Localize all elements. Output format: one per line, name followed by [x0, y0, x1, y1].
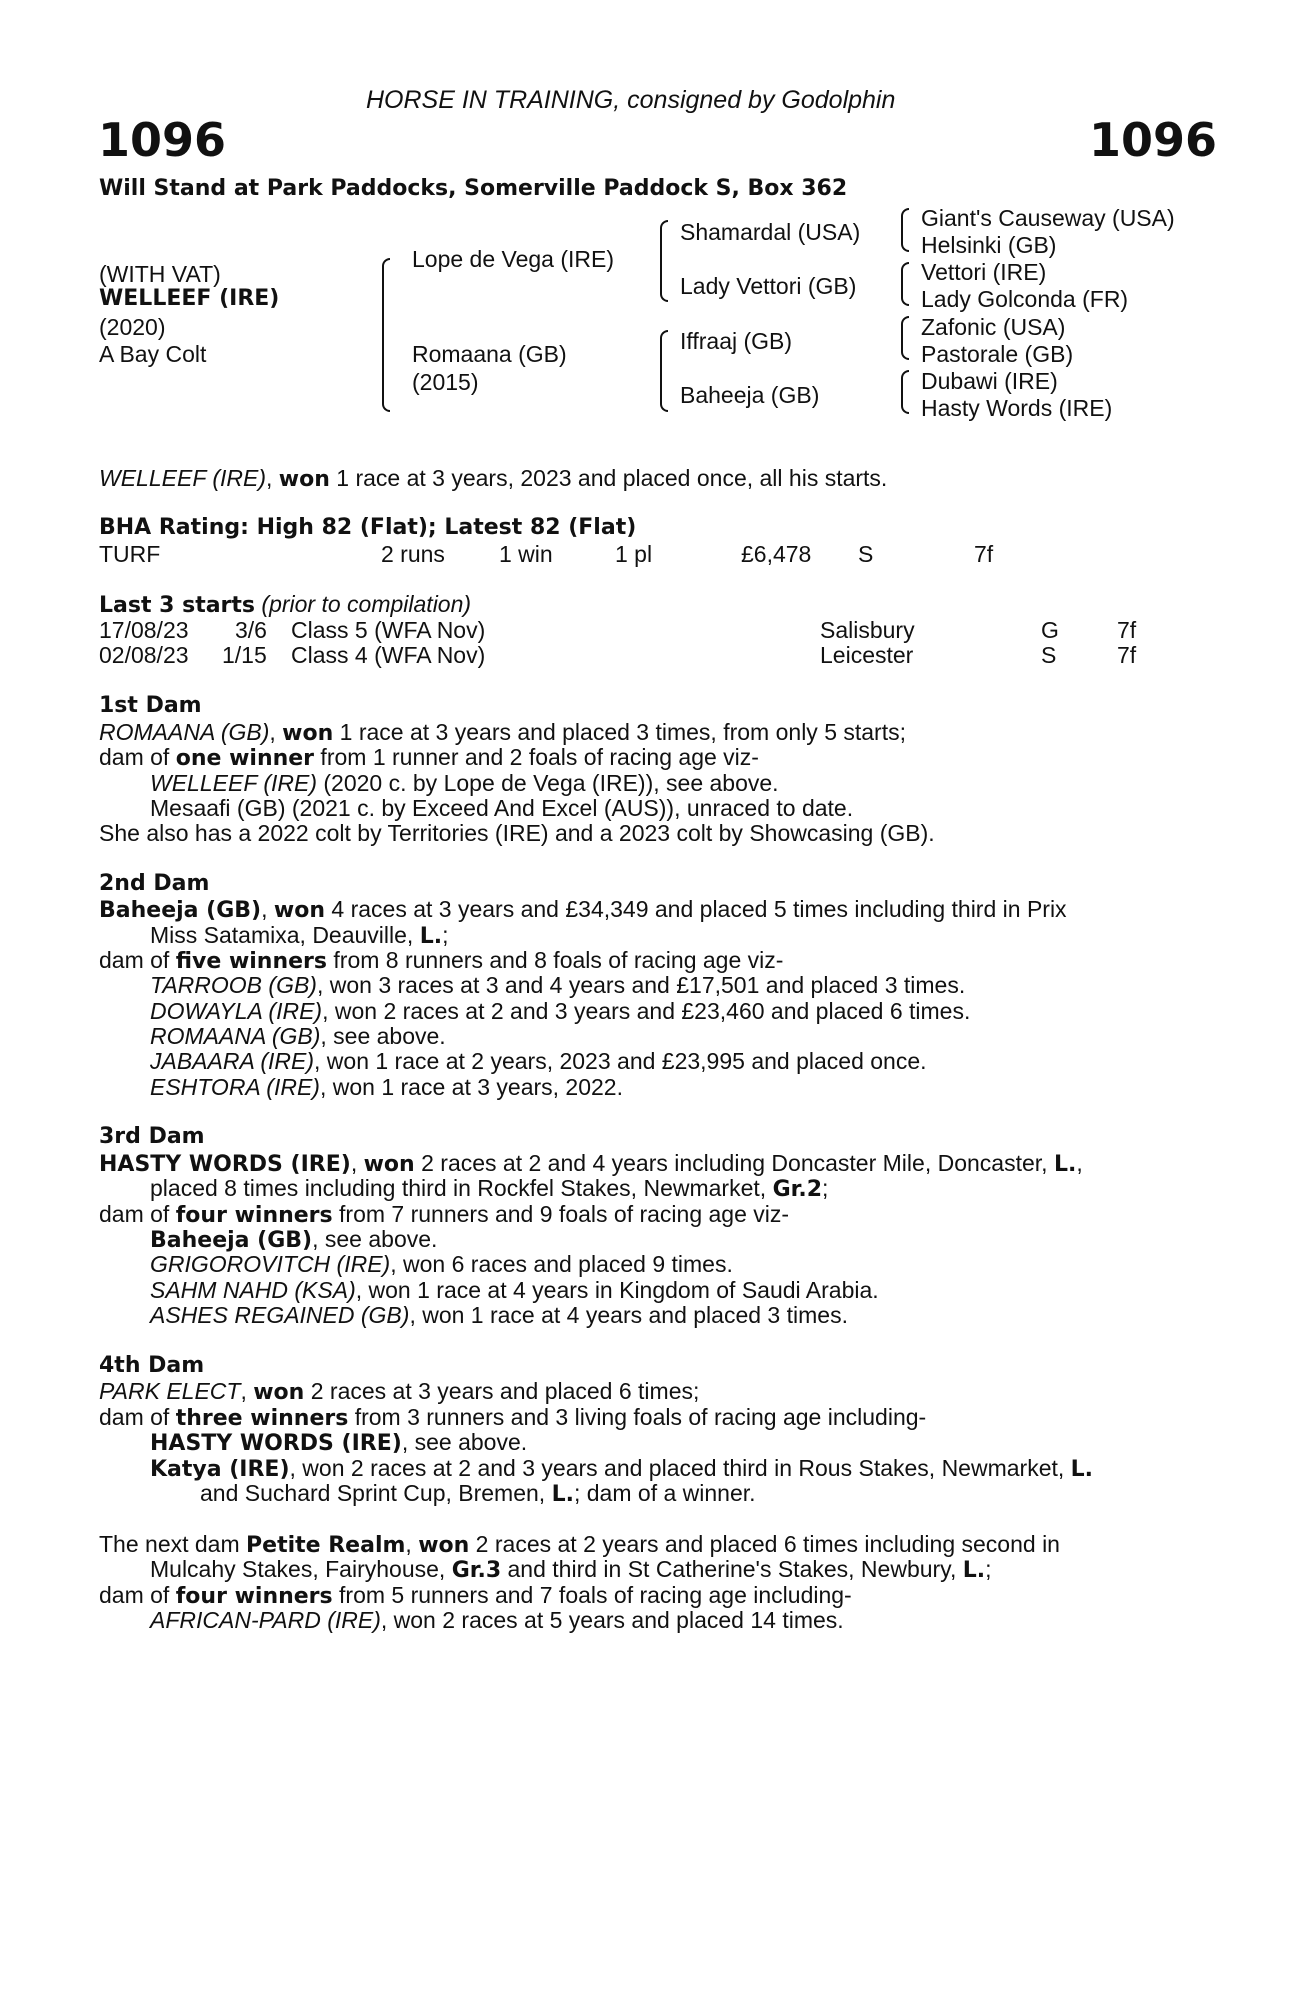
next-dam-produce-rest: from 5 runners and 7 foals of racing age including-: [332, 1582, 852, 1608]
punct: ;: [985, 1556, 992, 1582]
progeny-record: , see above.: [401, 1429, 528, 1455]
dam4-name: PARK ELECT: [99, 1378, 241, 1404]
vat-note: (WITH VAT): [99, 261, 221, 287]
progeny-name: Baheeja (GB): [150, 1228, 313, 1253]
progeny-name: JABAARA (IRE): [150, 1048, 315, 1074]
gen3-4: Lady Golconda (FR): [921, 286, 1129, 312]
dam4-record: 2 races at 3 years and placed 6 times;: [304, 1378, 700, 1404]
pedigree-brace-g3-1: [901, 208, 909, 252]
start-position: 1/15: [222, 642, 267, 668]
progeny-race: and Suchard Sprint Cup, Bremen,: [200, 1480, 552, 1506]
dam3-progeny-3: [150, 1277, 879, 1303]
progeny-name: SAHM NAHD (KSA): [150, 1277, 356, 1303]
gen2-4: Baheeja (GB): [680, 382, 820, 408]
progeny-record: , won 2 races at 5 years and placed 14 times.: [380, 1607, 844, 1633]
next-dam-dam-of: dam of: [99, 1582, 176, 1608]
pedigree-brace-dam: [660, 330, 668, 412]
dam1-dam-of: dam of: [99, 744, 176, 770]
dam3-name: HASTY WORDS (IRE): [99, 1152, 351, 1177]
punct: ,: [1076, 1150, 1083, 1176]
dam4-progeny-2: [150, 1455, 1093, 1483]
progeny-name: Katya (IRE): [150, 1457, 290, 1482]
dam4-produce-line: [99, 1404, 926, 1432]
last-starts-note: (prior to compilation): [261, 591, 472, 617]
progeny-record: , won 1 race at 2 years, 2023 and £23,995 and placed once.: [314, 1048, 927, 1074]
dam2-dam-of: dam of: [99, 947, 176, 973]
pedigree-brace-g3-3: [901, 316, 909, 360]
next-dam-progeny-1: [150, 1607, 844, 1633]
dam1-name: ROMAANA (GB): [99, 719, 270, 745]
pedigree-brace-g3-2: [901, 262, 909, 306]
progeny-name: ROMAANA (GB): [150, 1023, 321, 1049]
listed-mark: L.: [419, 924, 443, 949]
punct: ;: [442, 922, 449, 948]
dam2-produce-line: [99, 947, 783, 975]
dam1-produce-line: [99, 744, 759, 772]
dam3-progeny-1: [150, 1226, 437, 1254]
rating-distance: 7f: [974, 541, 994, 567]
dam3-dam-of: dam of: [99, 1201, 176, 1227]
next-dam-line-cont: [150, 1556, 992, 1584]
dam1-line: ROMAANA (GB), won 1 race at 3 years and placed 3 times, from only 5 starts;: [99, 719, 906, 746]
pedigree-brace-main: [382, 258, 390, 412]
dam4-dam-of: dam of: [99, 1404, 176, 1430]
gen3-7: Dubawi (IRE): [921, 368, 1058, 394]
dam2-progeny-4: [150, 1048, 927, 1074]
progeny-name: ESHTORA (IRE): [150, 1074, 320, 1100]
dam2-progeny-5: [150, 1074, 623, 1100]
dam3-produce-line: [99, 1201, 789, 1229]
gen2-3: Iffraaj (GB): [680, 328, 793, 354]
next-dam-race-2: and third in St Catherine's Stakes, Newbury,: [501, 1556, 963, 1582]
progeny-name: GRIGOROVITCH (IRE): [150, 1251, 391, 1277]
lot-number-right: 1096: [1089, 113, 1218, 167]
race-summary: WELLEEF (IRE), won 1 race at 3 years, 2023 and placed once, all his starts.: [99, 465, 888, 492]
group-mark: Gr.2: [772, 1177, 822, 1202]
punct: ;: [822, 1175, 829, 1201]
dam3-record: 2 races at 2 and 4 years including Doncaster Mile, Doncaster,: [414, 1150, 1054, 1176]
progeny-record: (2020 c. by Lope de Vega (IRE)), see above.: [317, 770, 779, 796]
next-dam-line: [99, 1531, 1060, 1559]
start-going: G: [1041, 617, 1059, 643]
start-position: 3/6: [235, 617, 267, 643]
dam3-winners: four winners: [175, 1203, 333, 1228]
dam2-winners: five winners: [175, 949, 328, 974]
rating-prize: £6,478: [741, 541, 812, 567]
gen3-5: Zafonic (USA): [921, 314, 1066, 340]
last-starts-heading: [99, 591, 471, 619]
progeny-name: WELLEEF (IRE): [150, 770, 317, 796]
dam2-line-cont: [150, 922, 448, 950]
dam4-heading: 4th Dam: [99, 1353, 205, 1378]
gen2-2: Lady Vettori (GB): [680, 273, 857, 299]
punct: ,: [405, 1531, 419, 1557]
dam1-progeny-1: [150, 770, 779, 796]
dam2-race: Miss Satamixa, Deauville,: [150, 922, 420, 948]
next-dam-race: Mulcahy Stakes, Fairyhouse,: [150, 1556, 452, 1582]
group-mark: Gr.3: [451, 1558, 502, 1583]
dam2-heading: 2nd Dam: [99, 871, 210, 896]
pedigree-brace-g3-4: [901, 370, 909, 414]
bha-rating: BHA Rating: High 82 (Flat); Latest 82 (Flat): [99, 515, 637, 540]
pedigree-brace-sire: [660, 220, 668, 302]
listed-mark: L.: [1053, 1152, 1077, 1177]
dam-year: (2015): [412, 369, 479, 395]
consignor-line: HORSE IN TRAINING, consigned by Godolphin: [366, 86, 896, 114]
dam1-heading: 1st Dam: [99, 693, 202, 718]
progeny-record: , won 1 race at 4 years and placed 3 times.: [409, 1302, 848, 1328]
gen3-1: Giant's Causeway (USA): [921, 205, 1175, 231]
dam1-progeny-2: Mesaafi (GB) (2021 c. by Exceed And Excel (AUS)), unraced to date.: [150, 795, 854, 821]
progeny-record: , won 1 race at 4 years in Kingdom of Saudi Arabia.: [355, 1277, 879, 1303]
progeny-name: HASTY WORDS (IRE): [150, 1431, 402, 1456]
lot-number-left: 1096: [98, 113, 227, 167]
summary-horse: WELLEEF (IRE): [99, 465, 266, 491]
dam3-progeny-4: [150, 1302, 848, 1328]
dam2-produce-rest: from 8 runners and 8 foals of racing age viz-: [327, 947, 784, 973]
dam1-record: 1 race at 3 years and placed 3 times, from only 5 starts;: [333, 719, 906, 745]
dam2-progeny-1: [150, 972, 965, 998]
dam1-foals-note: She also has a 2022 colt by Territories (IRE) and a 2023 colt by Showcasing (GB).: [99, 820, 935, 846]
progeny-name: AFRICAN-PARD (IRE): [150, 1607, 381, 1633]
dam2-won: won: [273, 898, 325, 923]
start-course: Salisbury: [820, 617, 915, 643]
progeny-record: , see above.: [312, 1226, 438, 1252]
last-starts-title: Last 3 starts: [99, 593, 256, 618]
start-date: 02/08/23: [99, 642, 189, 668]
dam4-line: PARK ELECT, won 2 races at 3 years and placed 6 times;: [99, 1378, 700, 1405]
start-distance: 7f: [1117, 617, 1137, 643]
summary-rest: 1 race at 3 years, 2023 and placed once, all his starts.: [329, 465, 888, 491]
dam2-line: Baheeja (GB), won 4 races at 3 years and £34,349 and placed 5 times including third in Prix: [99, 896, 1067, 923]
progeny-record: , won 6 races and placed 9 times.: [390, 1251, 733, 1277]
start-going: S: [1041, 642, 1057, 668]
rating-wins: 1 win: [499, 541, 553, 567]
dam3-won: won: [363, 1152, 415, 1177]
next-dam-won: won: [418, 1533, 470, 1558]
dam2-progeny-2: [150, 998, 970, 1024]
next-dam-produce-line: [99, 1582, 852, 1610]
stand-location: Will Stand at Park Paddocks, Somerville Paddock S, Box 362: [99, 176, 848, 201]
rating-placed: 1 pl: [615, 541, 653, 567]
dam3-produce-rest: from 7 runners and 9 foals of racing age viz-: [332, 1201, 790, 1227]
dam3-progeny-2: [150, 1251, 733, 1277]
dam1-won: won: [282, 721, 334, 746]
progeny-name: DOWAYLA (IRE): [150, 998, 323, 1024]
dam3-line: HASTY WORDS (IRE), won 2 races at 2 and 4 years including Doncaster Mile, Doncaster, L.,: [99, 1150, 1083, 1177]
start-date: 17/08/23: [99, 617, 189, 643]
progeny-record: , won 2 races at 2 and 3 years and £23,460 and placed 6 times.: [322, 998, 971, 1024]
rating-runs: 2 runs: [381, 541, 445, 567]
next-dam-intro: The next dam: [99, 1531, 247, 1557]
dam4-produce-rest: from 3 runners and 3 living foals of racing age including-: [348, 1404, 927, 1430]
dam4-progeny-1: [150, 1429, 527, 1457]
dam4-progeny-2-cont: [200, 1480, 756, 1508]
listed-mark: L.: [962, 1558, 986, 1583]
gen3-6: Pastorale (GB): [921, 341, 1074, 367]
start-course: Leicester: [820, 642, 914, 668]
start-distance: 7f: [1117, 642, 1137, 668]
next-dam-record: 2 races at 2 years and placed 6 times including second in: [469, 1531, 1060, 1557]
dam2-name: Baheeja (GB): [99, 898, 262, 923]
horse-description: A Bay Colt: [99, 341, 207, 367]
progeny-record: , won 2 races at 2 and 3 years and placed third in Rous Stakes, Newmarket,: [289, 1455, 1071, 1481]
rating-going: S: [858, 541, 874, 567]
sire-name: Lope de Vega (IRE): [412, 246, 615, 272]
progeny-name: ASHES REGAINED (GB): [150, 1302, 410, 1328]
gen2-1: Shamardal (USA): [680, 219, 861, 245]
dam3-heading: 3rd Dam: [99, 1124, 205, 1149]
progeny-record: , won 3 races at 3 and 4 years and £17,501 and placed 3 times.: [316, 972, 966, 998]
rating-surface: TURF: [99, 541, 161, 567]
next-dam-name: Petite Realm: [246, 1533, 406, 1558]
dam1-winners: one winner: [175, 746, 315, 771]
start-class: Class 5 (WFA Nov): [291, 617, 486, 643]
horse-year: (2020): [99, 314, 166, 340]
dam1-produce-rest: from 1 runner and 2 foals of racing age viz-: [314, 744, 759, 770]
gen3-2: Helsinki (GB): [921, 232, 1057, 258]
next-dam-winners: four winners: [175, 1584, 333, 1609]
dam3-line-cont: [150, 1175, 828, 1203]
dam4-winners: three winners: [175, 1406, 349, 1431]
dam-name: Romaana (GB): [412, 341, 567, 367]
progeny-note: ; dam of a winner.: [573, 1480, 756, 1506]
progeny-record: , won 1 race at 3 years, 2022.: [319, 1074, 623, 1100]
dam2-progeny-3: [150, 1023, 446, 1049]
progeny-record: , see above.: [320, 1023, 446, 1049]
dam2-record: 4 races at 3 years and £34,349 and placed 5 times including third in Prix: [325, 896, 1067, 922]
gen3-8: Hasty Words (IRE): [921, 395, 1113, 421]
listed-mark: L.: [1070, 1457, 1094, 1482]
horse-name: WELLEEF (IRE): [99, 286, 280, 311]
progeny-name: TARROOB (GB): [150, 972, 317, 998]
start-class: Class 4 (WFA Nov): [291, 642, 486, 668]
listed-mark: L.: [551, 1482, 574, 1507]
summary-won: won: [278, 467, 330, 492]
dam4-won: won: [253, 1380, 305, 1405]
gen3-3: Vettori (IRE): [921, 259, 1047, 285]
dam3-placed: placed 8 times including third in Rockfel Stakes, Newmarket,: [150, 1175, 773, 1201]
